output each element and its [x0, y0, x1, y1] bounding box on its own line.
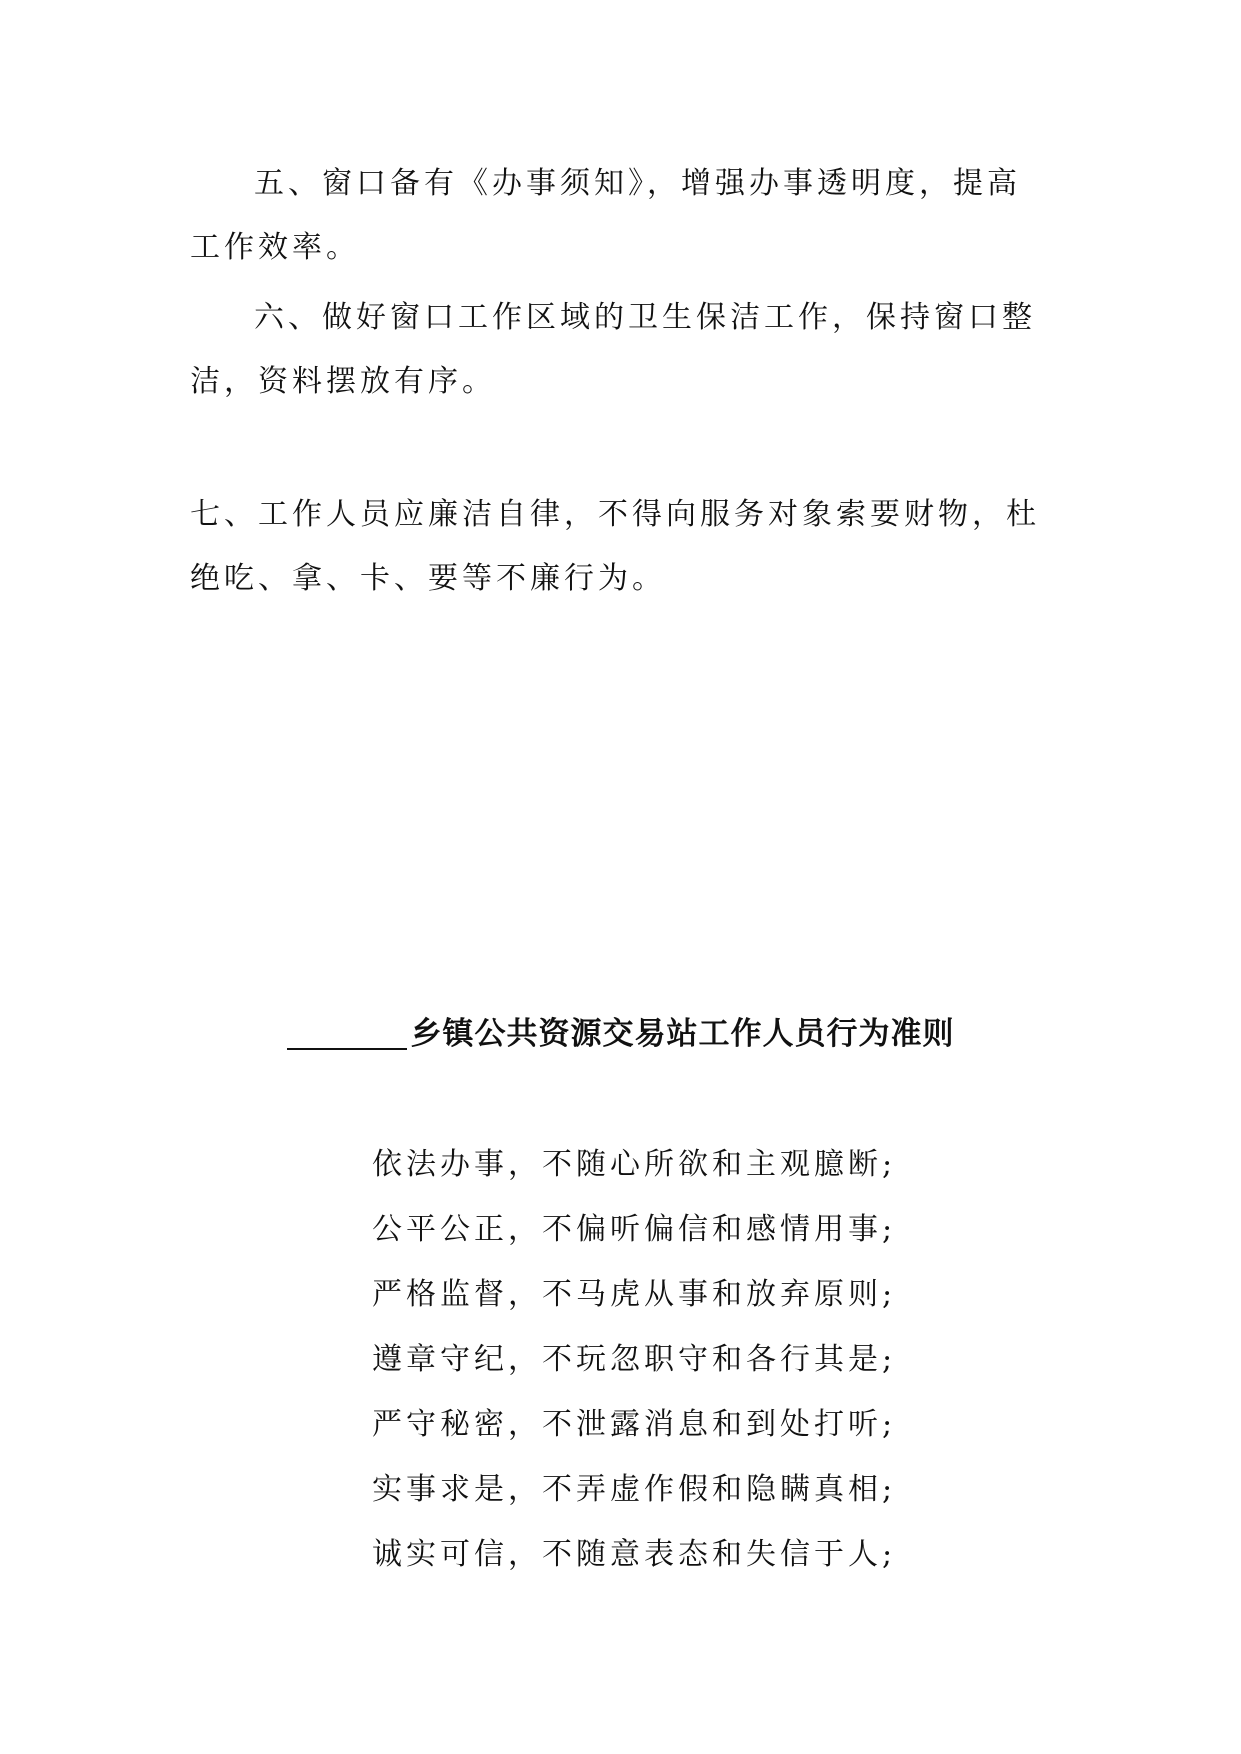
paragraph-item-6: 六、做好窗口工作区域的卫生保洁工作，保持窗口整洁，资料摆放有序。 — [190, 300, 1036, 399]
rules-list — [372, 1132, 896, 1587]
rule-item: 诚实可信，不随意表态和失信于人; — [372, 1537, 897, 1572]
rule-item: 公平公正，不偏听偏信和感情用事; — [372, 1212, 897, 1247]
rule-item: 严守秘密，不泄露消息和到处打听; — [372, 1407, 897, 1442]
rule-item: 依法办事，不随心所欲和主观臆断; — [372, 1147, 897, 1182]
rule-item: 严格监督，不马虎从事和放弃原则; — [372, 1277, 897, 1312]
paragraph-item-7: 七、工作人员应廉洁自律，不得向服务对象索要财物，杜绝吃、拿、卡、要等不廉行为。 — [190, 497, 1040, 596]
section-title-text: 乡镇公共资源交易站工作人员行为准则 — [410, 1016, 955, 1052]
rule-item: 实事求是，不弄虚作假和隐瞒真相; — [372, 1472, 897, 1507]
section-title — [0, 1008, 1241, 1053]
paragraph-item-5: 五、窗口备有《办事须知》，增强办事透明度，提高工作效率。 — [190, 166, 1021, 265]
title-blank-underline — [287, 1047, 407, 1050]
rule-item: 遵章守纪，不玩忽职守和各行其是; — [372, 1342, 897, 1377]
